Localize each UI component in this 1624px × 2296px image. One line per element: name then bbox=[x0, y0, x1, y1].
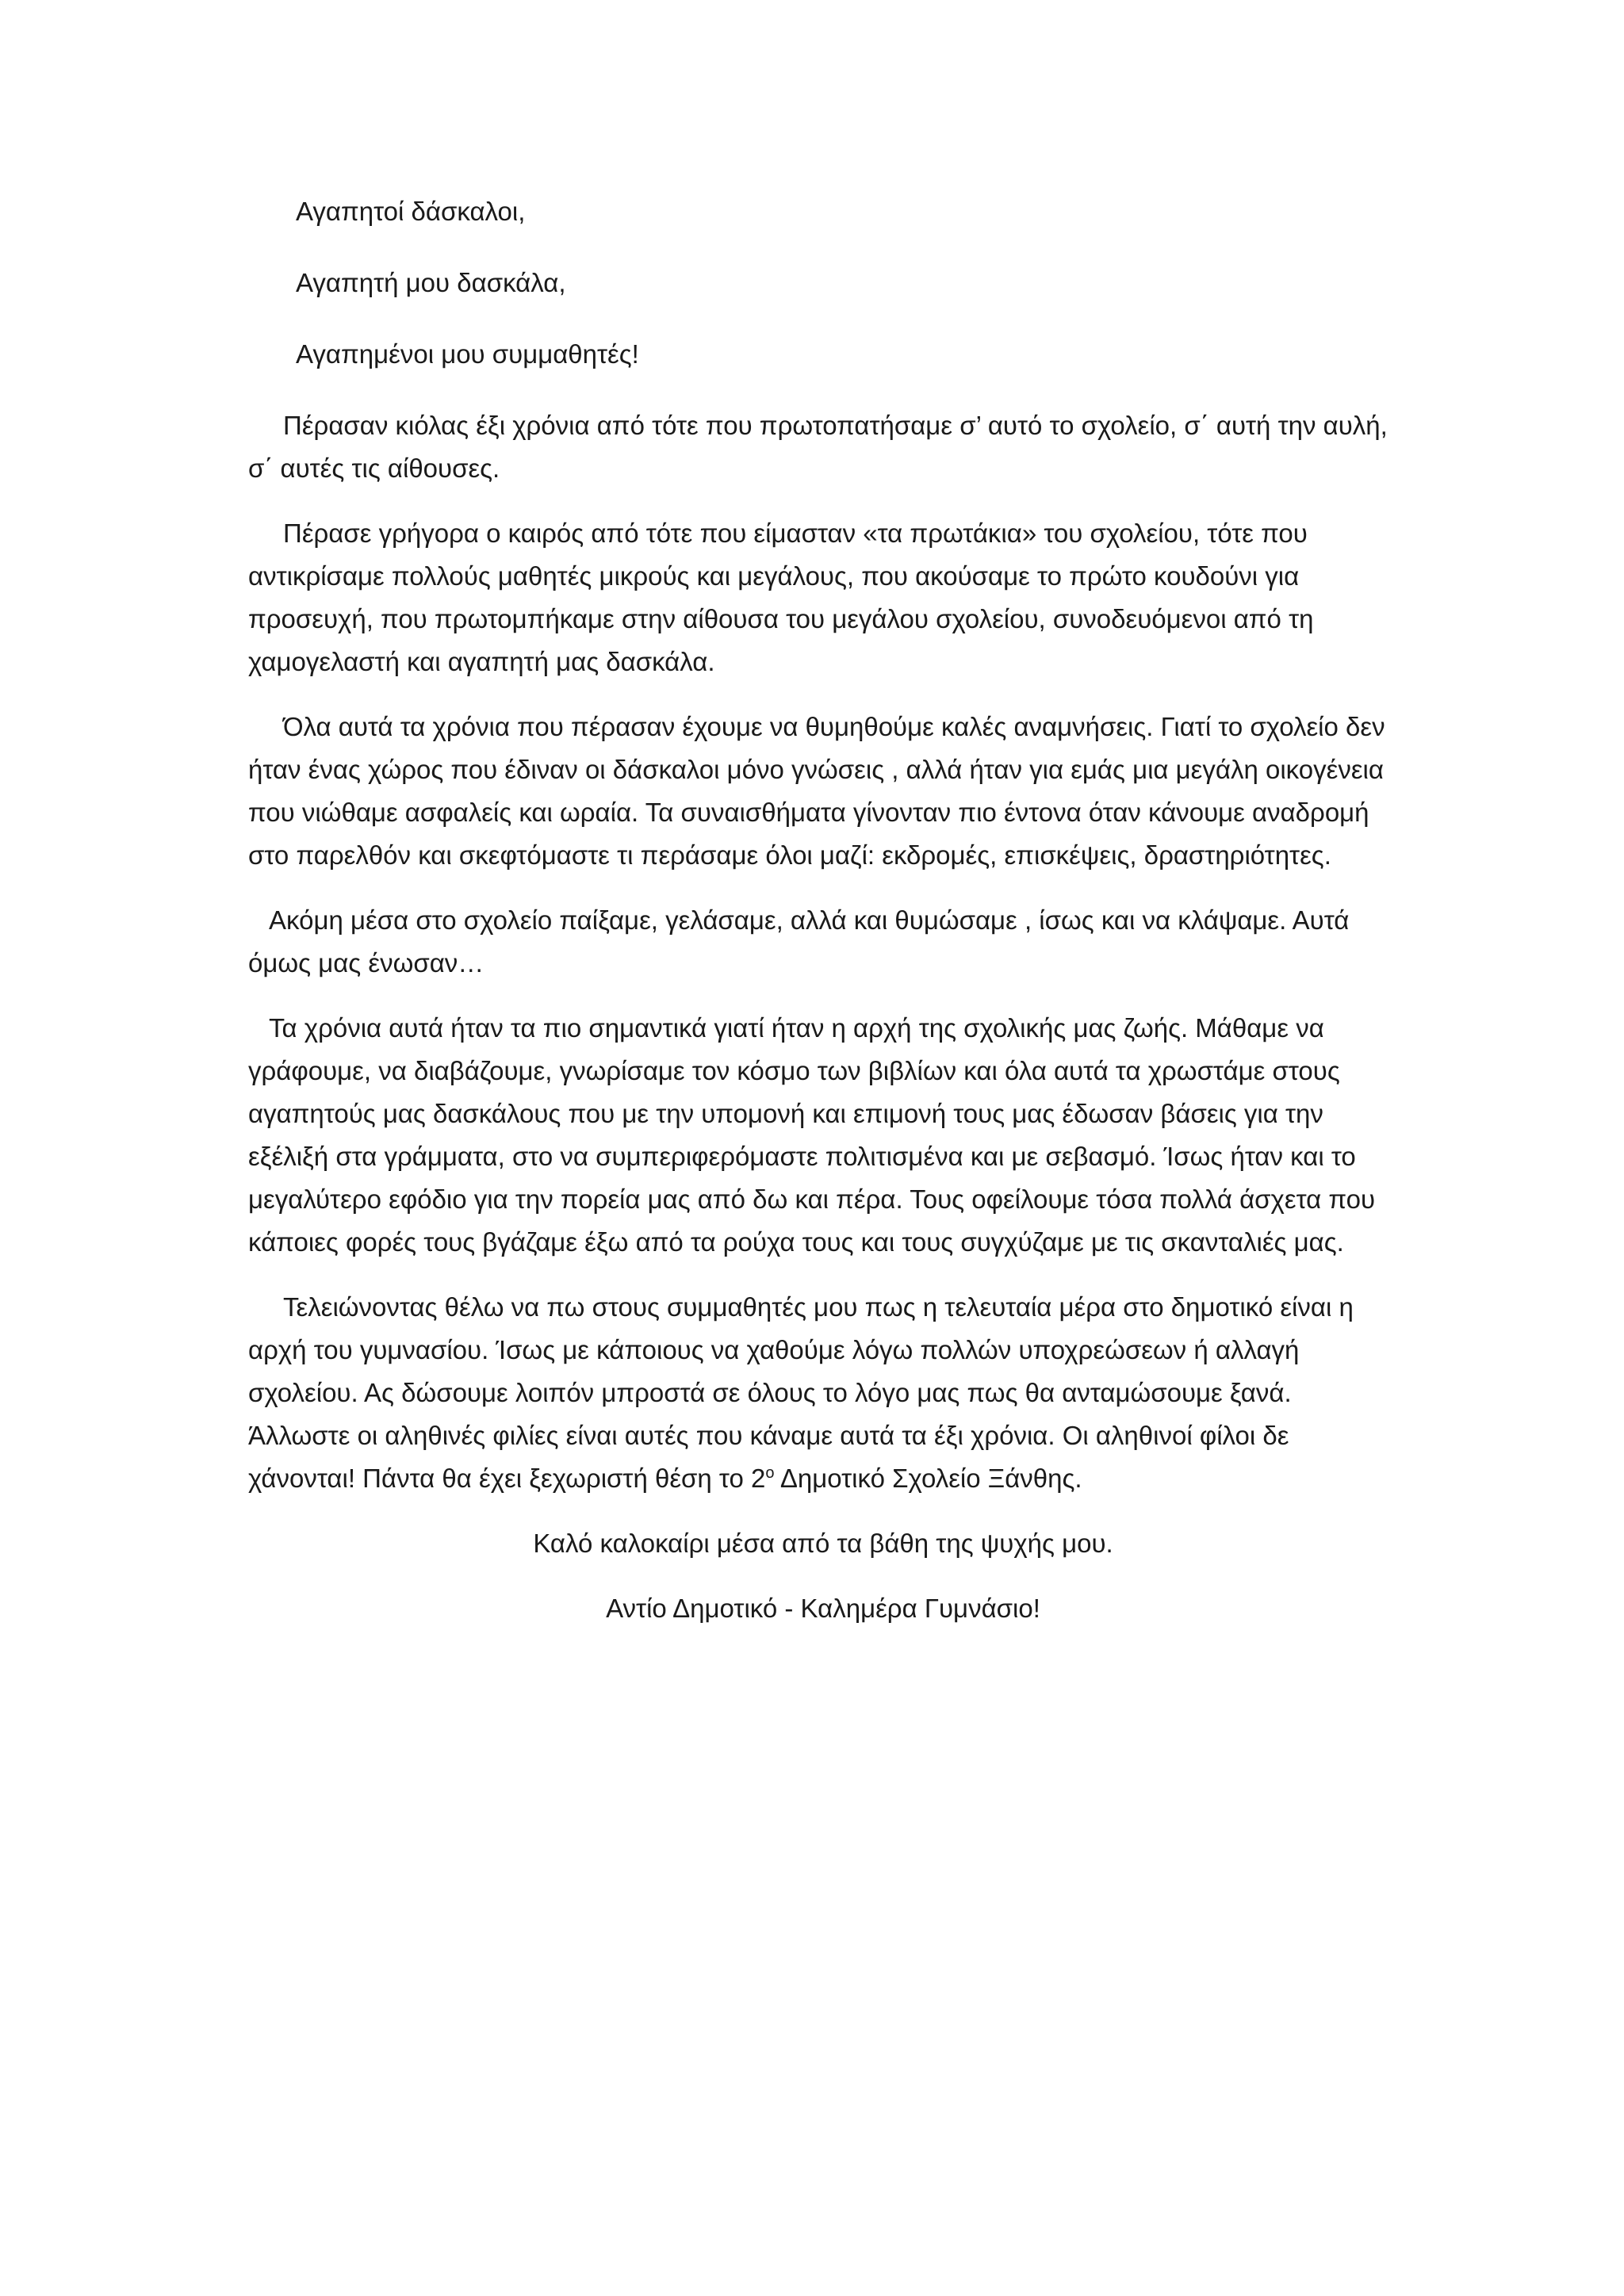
greeting-teachers: Αγαπητοί δάσκαλοι, bbox=[296, 197, 526, 226]
ordinal-superscript: ο bbox=[765, 1464, 775, 1482]
greeting-teacher: Αγαπητή μου δασκάλα, bbox=[296, 268, 566, 297]
summer-wish: Καλό καλοκαίρι μέσα από τα βάθη της ψυχής μου. bbox=[533, 1529, 1113, 1558]
farewell-line: Αντίο Δημοτικό - Καλημέρα Γυμνάσιο! bbox=[606, 1594, 1040, 1623]
paragraph-memories: Όλα αυτά τα χρόνια που πέρασαν έχουμε να θυμηθούμε καλές αναμνήσεις. Γιατί το σχολείο δεν ήταν ένας χώρος που έδιναν οι δάσκαλοι μόνο γνώσεις , αλλά ήταν για εμάς μια μεγάλη οικογένεια που νιώθαμε ασφαλείς και ωραία. Τα συναισθήματα γίνονταν πιο έντονα όταν κάνουμε αναδρομή στο παρελθόν και σκεφτόμαστε τι περάσαμε όλοι μαζί: εκδρομές, επισκέψεις, δραστηριότητες. bbox=[248, 712, 1385, 870]
greeting-classmates: Αγαπημένοι μου συμμαθητές! bbox=[296, 339, 639, 369]
paragraph-closing-thoughts bbox=[248, 1286, 1398, 1500]
paragraph-played-laughed: Ακόμη μέσα στο σχολείο παίξαμε, γελάσαμε, αλλά και θυμώσαμε , ίσως και να κλάψαμε. Αυτά όμως μας ένωσαν… bbox=[248, 905, 1350, 978]
closing-thoughts-school: Δημοτικό Σχολείο Ξάνθης. bbox=[774, 1464, 1082, 1493]
letter-body bbox=[248, 190, 1398, 1652]
paragraph-important-years: Τα χρόνια αυτά ήταν τα πιο σημαντικά γιατί ήταν η αρχή της σχολικής μας ζωής. Μάθαμε να γράφουμε, να διαβάζουμε, γνωρίσαμε τον κόσμο των βιβλίων και όλα αυτά τα χρωστάμε στους αγαπητούς μας δασκάλους που με την υπομονή και επιμονή τους μας έδωσαν βάσεις για την εξέλιξή στα γράμματα, στο να συμπεριφερόμαστε πολιτισμένα και με σεβασμό. Ίσως ήταν και το μεγαλύτερο εφόδιο για την πορεία μας από δω και πέρα. Τους οφείλουμε τόσα πολλά άσχετα που κάποιες φορές τους βγάζαμε έξω από τα ρούχα τους και τους συγχύζαμε με τις σκανταλιές μας. bbox=[248, 1013, 1376, 1257]
closing-thoughts-text: Τελειώνοντας θέλω να πω στους συμμαθητές μου πως η τελευταία μέρα στο δημοτικό είναι η αρχή του γυμνασίου. Ίσως με κάποιους να χαθούμε λόγω πολλών υποχρεώσεων ή αλλαγή σχολείου. Ας δώσουμε λοιπόν μπροστά σε όλους το λόγο μας πως θα ανταμώσουμε ξανά. Άλλωστε οι αληθινές φιλίες είναι αυτές που κάναμε αυτά τα έξι χρόνια. Οι αληθινοί φίλοι δε χάνονται! Πάντα θα έχει ξεχωριστή θέση το 2 bbox=[248, 1292, 1354, 1493]
paragraph-first-graders: Πέρασε γρήγορα ο καιρός από τότε που είμασταν «τα πρωτάκια» του σχολείου, τότε που αντικρίσαμε πολλούς μαθητές μικρούς και μεγάλους, που ακούσαμε το πρώτο κουδούνι για προσευχή, που πρωτομπήκαμε στην αίθουσα του μεγάλου σχολείου, συνοδευόμενοι από τη χαμογελαστή και αγαπητή μας δασκάλα. bbox=[248, 519, 1314, 676]
paragraph-six-years: Πέρασαν κιόλας έξι χρόνια από τότε που πρωτοπατήσαμε σ’ αυτό το σχολείο, σ΄ αυτή την αυλή, σ΄ αυτές τις αίθουσες. bbox=[248, 411, 1388, 483]
